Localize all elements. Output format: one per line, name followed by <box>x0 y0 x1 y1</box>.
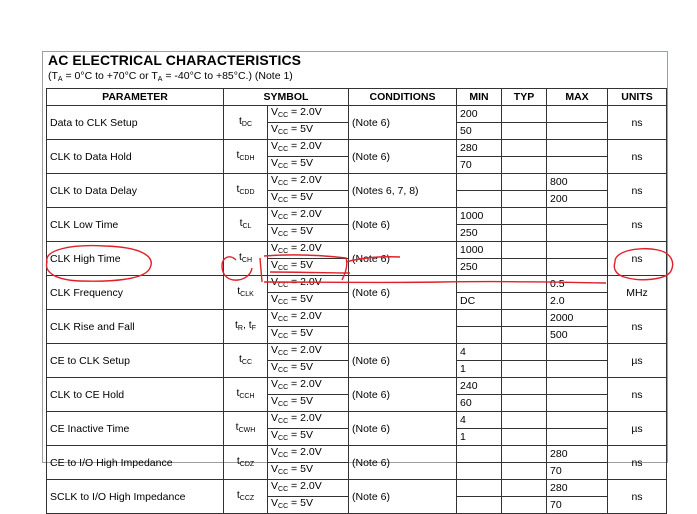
conditions: (Note 6) <box>349 412 457 446</box>
parameter-name: CLK Frequency <box>47 276 224 310</box>
min-value <box>457 276 502 293</box>
table-row <box>47 106 667 123</box>
typ-value <box>502 378 547 395</box>
min-value: 250 <box>457 225 502 242</box>
vcc-condition: $V_{CC} = 5V$ <box>268 497 349 514</box>
conditions: (Note 6) <box>349 208 457 242</box>
table-row <box>47 208 667 225</box>
symbol: tCDD <box>224 174 268 208</box>
units: ns <box>608 106 667 140</box>
max-value: 200 <box>547 191 608 208</box>
typ-value <box>502 344 547 361</box>
vcc-condition: $V_{CC} = 5V$ <box>268 463 349 480</box>
min-value <box>457 497 502 514</box>
max-value: 70 <box>547 497 608 514</box>
max-value <box>547 242 608 259</box>
vcc-condition: $V_{CC} = 2.0V$ <box>268 344 349 361</box>
min-value <box>457 446 502 463</box>
typ-value <box>502 140 547 157</box>
typ-value <box>502 463 547 480</box>
min-value: 4 <box>457 344 502 361</box>
symbol: tCCH <box>224 378 268 412</box>
symbol: tCL <box>224 208 268 242</box>
symbol: tCC <box>224 344 268 378</box>
max-value <box>547 225 608 242</box>
typ-value <box>502 293 547 310</box>
typ-value <box>502 157 547 174</box>
table-row <box>47 412 667 429</box>
vcc-condition: $V_{CC} = 2.0V$ <box>268 140 349 157</box>
header-parameter: PARAMETER <box>47 89 224 106</box>
units: ns <box>608 208 667 242</box>
conditions: (Note 6) <box>349 378 457 412</box>
vcc-condition: $V_{CC} = 5V$ <box>268 191 349 208</box>
conditions: (Note 6) <box>349 480 457 514</box>
max-value <box>547 157 608 174</box>
conditions: (Notes 6, 7, 8) <box>349 174 457 208</box>
vcc-condition: $V_{CC} = 5V$ <box>268 361 349 378</box>
min-value <box>457 327 502 344</box>
max-value: 800 <box>547 174 608 191</box>
header-symbol: SYMBOL <box>224 89 349 106</box>
typ-value <box>502 259 547 276</box>
header-conditions: CONDITIONS <box>349 89 457 106</box>
typ-value <box>502 497 547 514</box>
min-value: 200 <box>457 106 502 123</box>
max-value <box>547 378 608 395</box>
header-max: MAX <box>547 89 608 106</box>
table-row <box>47 480 667 497</box>
vcc-condition: $V_{CC} = 5V$ <box>268 123 349 140</box>
max-value <box>547 395 608 412</box>
units: ns <box>608 140 667 174</box>
vcc-condition: $V_{CC} = 2.0V$ <box>268 276 349 293</box>
header-typ: TYP <box>502 89 547 106</box>
vcc-condition: $V_{CC} = 2.0V$ <box>268 378 349 395</box>
max-value: 500 <box>547 327 608 344</box>
vcc-condition: $V_{CC} = 5V$ <box>268 327 349 344</box>
conditions: (Note 6) <box>349 140 457 174</box>
typ-value <box>502 208 547 225</box>
conditions <box>349 310 457 344</box>
symbol: tR, tF <box>224 310 268 344</box>
table-row <box>47 344 667 361</box>
min-value <box>457 174 502 191</box>
max-value: 280 <box>547 446 608 463</box>
parameter-name: Data to CLK Setup <box>47 106 224 140</box>
min-value <box>457 480 502 497</box>
conditions: (Note 6) <box>349 446 457 480</box>
header-row <box>47 89 667 106</box>
typ-value <box>502 395 547 412</box>
units: ns <box>608 174 667 208</box>
min-value: 50 <box>457 123 502 140</box>
typ-value <box>502 327 547 344</box>
vcc-condition: $V_{CC} = 5V$ <box>268 395 349 412</box>
min-value: DC <box>457 293 502 310</box>
units: ns <box>608 310 667 344</box>
symbol: tCDH <box>224 140 268 174</box>
max-value: 2.0 <box>547 293 608 310</box>
typ-value <box>502 412 547 429</box>
typ-value <box>502 276 547 293</box>
vcc-condition: $V_{CC} = 2.0V$ <box>268 480 349 497</box>
typ-value <box>502 310 547 327</box>
typ-value <box>502 361 547 378</box>
min-value: 1 <box>457 429 502 446</box>
min-value <box>457 191 502 208</box>
parameter-name: CE Inactive Time <box>47 412 224 446</box>
vcc-condition: $V_{CC} = 2.0V$ <box>268 412 349 429</box>
max-value: 2000 <box>547 310 608 327</box>
parameter-name: CE to CLK Setup <box>47 344 224 378</box>
min-value: 1000 <box>457 208 502 225</box>
vcc-condition: $V_{CC} = 5V$ <box>268 293 349 310</box>
typ-value <box>502 480 547 497</box>
min-value: 60 <box>457 395 502 412</box>
max-value <box>547 344 608 361</box>
parameter-name: CLK to CE Hold <box>47 378 224 412</box>
conditions: (Note 6) <box>349 242 457 276</box>
units: ns <box>608 378 667 412</box>
vcc-condition: $V_{CC} = 5V$ <box>268 157 349 174</box>
symbol: tCH <box>224 242 268 276</box>
parameter-name: CLK Low Time <box>47 208 224 242</box>
parameter-name: CE to I/O High Impedance <box>47 446 224 480</box>
parameter-name: CLK to Data Hold <box>47 140 224 174</box>
max-value <box>547 140 608 157</box>
table-row <box>47 174 667 191</box>
table-title: AC ELECTRICAL CHARACTERISTICS <box>48 52 302 68</box>
min-value: 70 <box>457 157 502 174</box>
units: ns <box>608 446 667 480</box>
conditions: (Note 6) <box>349 276 457 310</box>
symbol: tCLK <box>224 276 268 310</box>
vcc-condition: $V_{CC} = 2.0V$ <box>268 208 349 225</box>
table-row <box>47 310 667 327</box>
table-row <box>47 446 667 463</box>
max-value: 70 <box>547 463 608 480</box>
min-value: 4 <box>457 412 502 429</box>
units: ns <box>608 242 667 276</box>
symbol: tCDZ <box>224 446 268 480</box>
vcc-condition: $V_{CC} = 2.0V$ <box>268 446 349 463</box>
conditions: (Note 6) <box>349 344 457 378</box>
typ-value <box>502 106 547 123</box>
max-value <box>547 259 608 276</box>
min-value: 1 <box>457 361 502 378</box>
table-subtitle: ($T_A = 0^\circ C$ to +70°C or $T_A = -40^\circ C$ to +85°C.) (Note 1) <box>48 70 293 83</box>
min-value <box>457 463 502 480</box>
typ-value <box>502 123 547 140</box>
parameter-name: CLK Rise and Fall <box>47 310 224 344</box>
parameter-name: CLK High Time <box>47 242 224 276</box>
vcc-condition: $V_{CC} = 2.0V$ <box>268 310 349 327</box>
table-row <box>47 140 667 157</box>
max-value: 0.5 <box>547 276 608 293</box>
table-row <box>47 276 667 293</box>
table-row <box>47 378 667 395</box>
min-value: 1000 <box>457 242 502 259</box>
parameter-name: CLK to Data Delay <box>47 174 224 208</box>
units: µs <box>608 344 667 378</box>
header-units: UNITS <box>608 89 667 106</box>
min-value <box>457 310 502 327</box>
typ-value <box>502 191 547 208</box>
typ-value <box>502 225 547 242</box>
typ-value <box>502 446 547 463</box>
vcc-condition: $V_{CC} = 5V$ <box>268 429 349 446</box>
max-value <box>547 106 608 123</box>
vcc-condition: $V_{CC} = 2.0V$ <box>268 106 349 123</box>
vcc-condition: $V_{CC} = 5V$ <box>268 259 349 276</box>
max-value: 280 <box>547 480 608 497</box>
header-min: MIN <box>457 89 502 106</box>
vcc-condition: $V_{CC} = 2.0V$ <box>268 174 349 191</box>
symbol: tCCZ <box>224 480 268 514</box>
table-row <box>47 242 667 259</box>
max-value <box>547 361 608 378</box>
units: MHz <box>608 276 667 310</box>
min-value: 250 <box>457 259 502 276</box>
max-value <box>547 429 608 446</box>
vcc-condition: $V_{CC} = 2.0V$ <box>268 242 349 259</box>
symbol: tCWH <box>224 412 268 446</box>
typ-value <box>502 429 547 446</box>
units: µs <box>608 412 667 446</box>
max-value <box>547 123 608 140</box>
parameter-name: SCLK to I/O High Impedance <box>47 480 224 514</box>
conditions: (Note 6) <box>349 106 457 140</box>
typ-value <box>502 242 547 259</box>
symbol: tDC <box>224 106 268 140</box>
typ-value <box>502 174 547 191</box>
units: ns <box>608 480 667 514</box>
max-value <box>547 208 608 225</box>
vcc-condition: $V_{CC} = 5V$ <box>268 225 349 242</box>
ac-characteristics-table <box>46 88 667 514</box>
min-value: 240 <box>457 378 502 395</box>
max-value <box>547 412 608 429</box>
min-value: 280 <box>457 140 502 157</box>
